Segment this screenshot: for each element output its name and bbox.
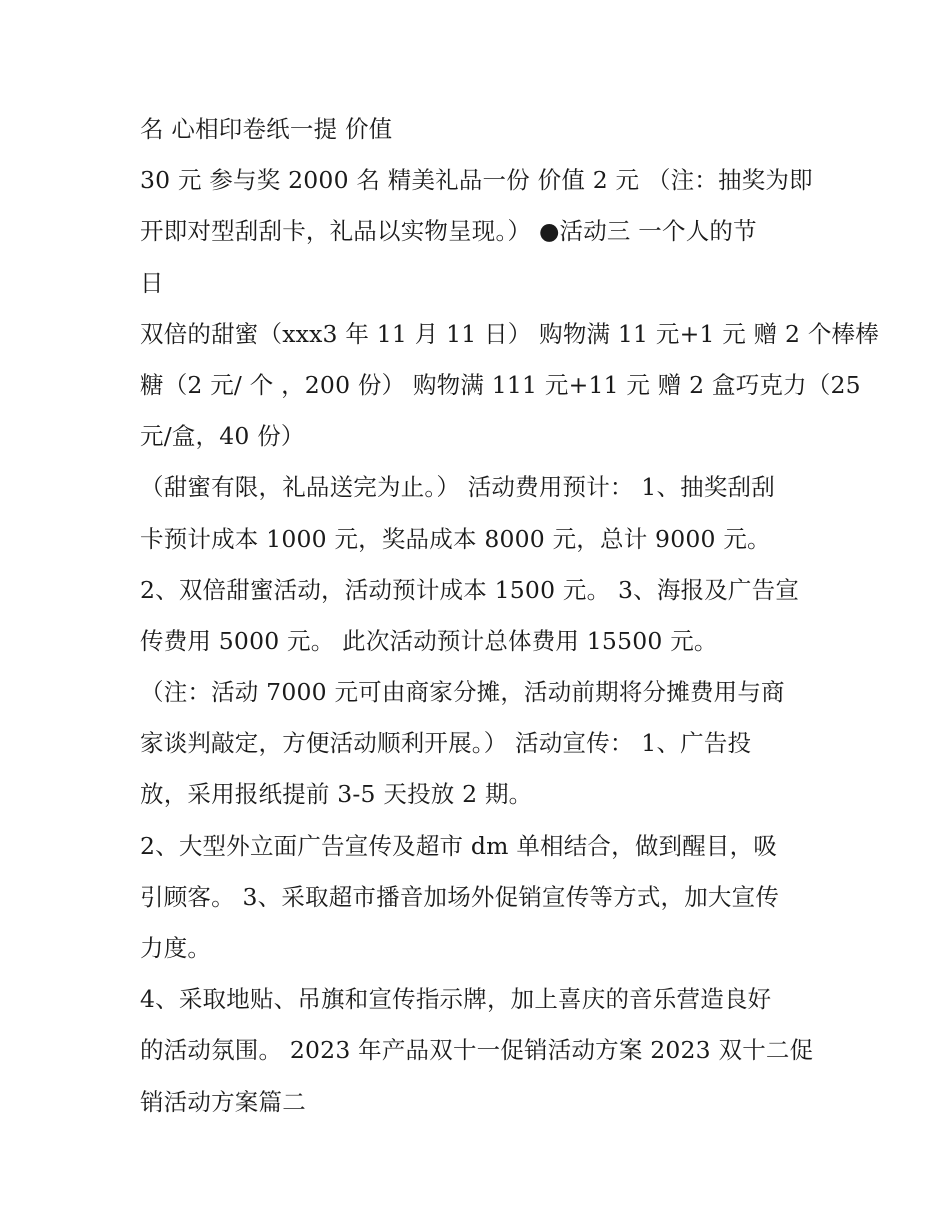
text-line: 传费用 5000 元。 此次活动预计总体费用 15500 元。: [140, 626, 718, 655]
text-line: （甜蜜有限，礼品送完为止。） 活动费用预计： 1、抽奖刮刮: [140, 473, 775, 502]
text-line: 4、采取地贴、吊旗和宣传指示牌，加上喜庆的音乐营造良好: [140, 985, 772, 1014]
document-body: [140, 104, 879, 1128]
text-line: 名 心相印卷纸一提 价值: [140, 115, 393, 143]
text-line: 糖（2 元/ 个 ，200 份） 购物满 111 元+11 元 赠 2 盒巧克力（25: [140, 370, 861, 399]
text-line: 家谈判敲定，方便活动顺利开展。） 活动宣传： 1、广告投: [140, 729, 752, 758]
text-line: （注：活动 7000 元可由商家分摊，活动前期将分摊费用与商: [140, 678, 785, 707]
text-line: 力度。: [140, 934, 212, 962]
text-line: 开即对型刮刮卡，礼品以实物呈现。） ●活动三 一个人的节: [140, 217, 757, 246]
text-line: 放，采用报纸提前 3-5 天投放 2 期。: [140, 780, 533, 809]
text-line: 销活动方案篇二: [140, 1087, 306, 1116]
text-line: 日: [140, 268, 164, 297]
text-line: 2、双倍甜蜜活动，活动预计成本 1500 元。 3、海报及广告宣: [140, 575, 800, 604]
text-line: 卡预计成本 1000 元，奖品成本 8000 元，总计 9000 元。: [140, 524, 771, 553]
text-line: 的活动氛围。 2023 年产品双十一促销活动方案 2023 双十二促: [140, 1036, 814, 1065]
text-line: 引顾客。 3、采取超市播音加场外促销宣传等方式，加大宣传: [140, 882, 780, 911]
text-line: 2、大型外立面广告宣传及超市 dm 单相结合，做到醒目，吸: [140, 831, 778, 860]
text-line: 元/盒，40 份）: [140, 422, 305, 451]
text-line: 双倍的甜蜜（xxx3 年 11 月 11 日） 购物满 11 元+1 元 赠 2 个棒棒: [140, 319, 879, 348]
text-line: 30 元 参与奖 2000 名 精美礼品一份 价值 2 元 （注：抽奖为即: [140, 166, 813, 195]
